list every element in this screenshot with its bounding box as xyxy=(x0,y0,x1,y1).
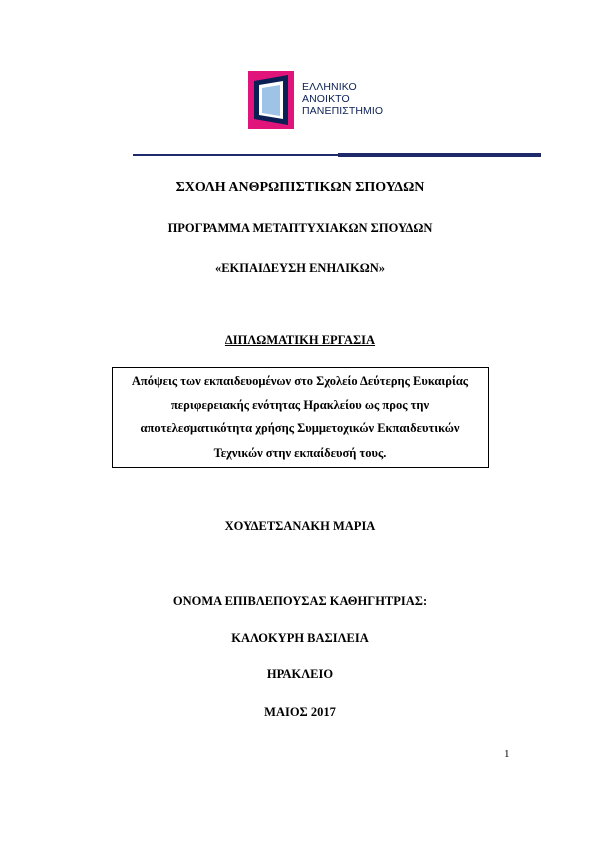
logo-line-1: ΕΛΛΗΝΙΚΟ xyxy=(302,81,357,93)
city: ΗΡΑΚΛΕΙΟ xyxy=(266,667,334,681)
program-name: ΠΡΟΓΡΑΜΜΑ ΜΕΤΑΠΤΥΧΙΑΚΩΝ ΣΠΟΥΔΩΝ xyxy=(167,221,433,235)
thesis-title-line-4: Τεχνικών στην εκπαίδευσή τους. xyxy=(213,446,387,460)
logo-line-2: ΑΝΟΙΚΤΟ xyxy=(302,93,350,105)
university-logo xyxy=(248,71,408,129)
logo-line-3: ΠΑΝΕΠΙΣΤΗΜΙΟ xyxy=(302,105,384,117)
specialization: «ΕΚΠΑΙΔΕΥΣΗ ΕΝΗΛΙΚΩΝ» xyxy=(214,261,386,275)
logo-wordmark xyxy=(302,81,383,117)
page-number: 1 xyxy=(504,748,510,760)
supervisor-name: ΚΑΛΟΚΥΡΗ ΒΑΣΙΛΕΙΑ xyxy=(231,631,369,645)
school-name: ΣΧΟΛΗ ΑΝΘΡΩΠΙΣΤΙΚΩΝ ΣΠΟΥΔΩΝ xyxy=(175,180,425,195)
thesis-title-line-1: Απόψεις των εκπαιδευομένων στο Σχολείο Δεύτερης Ευκαιρίας xyxy=(131,374,469,388)
thesis-title-line-3: αποτελεσματικότητα χρήσης Συμμετοχικών Εκπαιδευτικών xyxy=(140,421,460,435)
author-name: ΧΟΥΔΕΤΣΑΝΑΚΗ ΜΑΡΙΑ xyxy=(224,519,376,533)
supervisor-label: ΟΝΟΜΑ ΕΠΙΒΛΕΠΟΥΣΑΣ ΚΑΘΗΓΗΤΡΙΑΣ: xyxy=(172,594,428,608)
header-divider-accent xyxy=(338,153,541,157)
date: ΜΑΙΟΣ 2017 xyxy=(264,705,336,719)
thesis-label: ΔΙΠΛΩΜΑΤΙΚΗ ΕΡΓΑΣΙΑ xyxy=(224,333,376,347)
university-emblem-icon xyxy=(248,71,294,129)
thesis-title-line-2: περιφερειακής ενότητας Ηρακλείου ως προς την xyxy=(170,398,430,412)
